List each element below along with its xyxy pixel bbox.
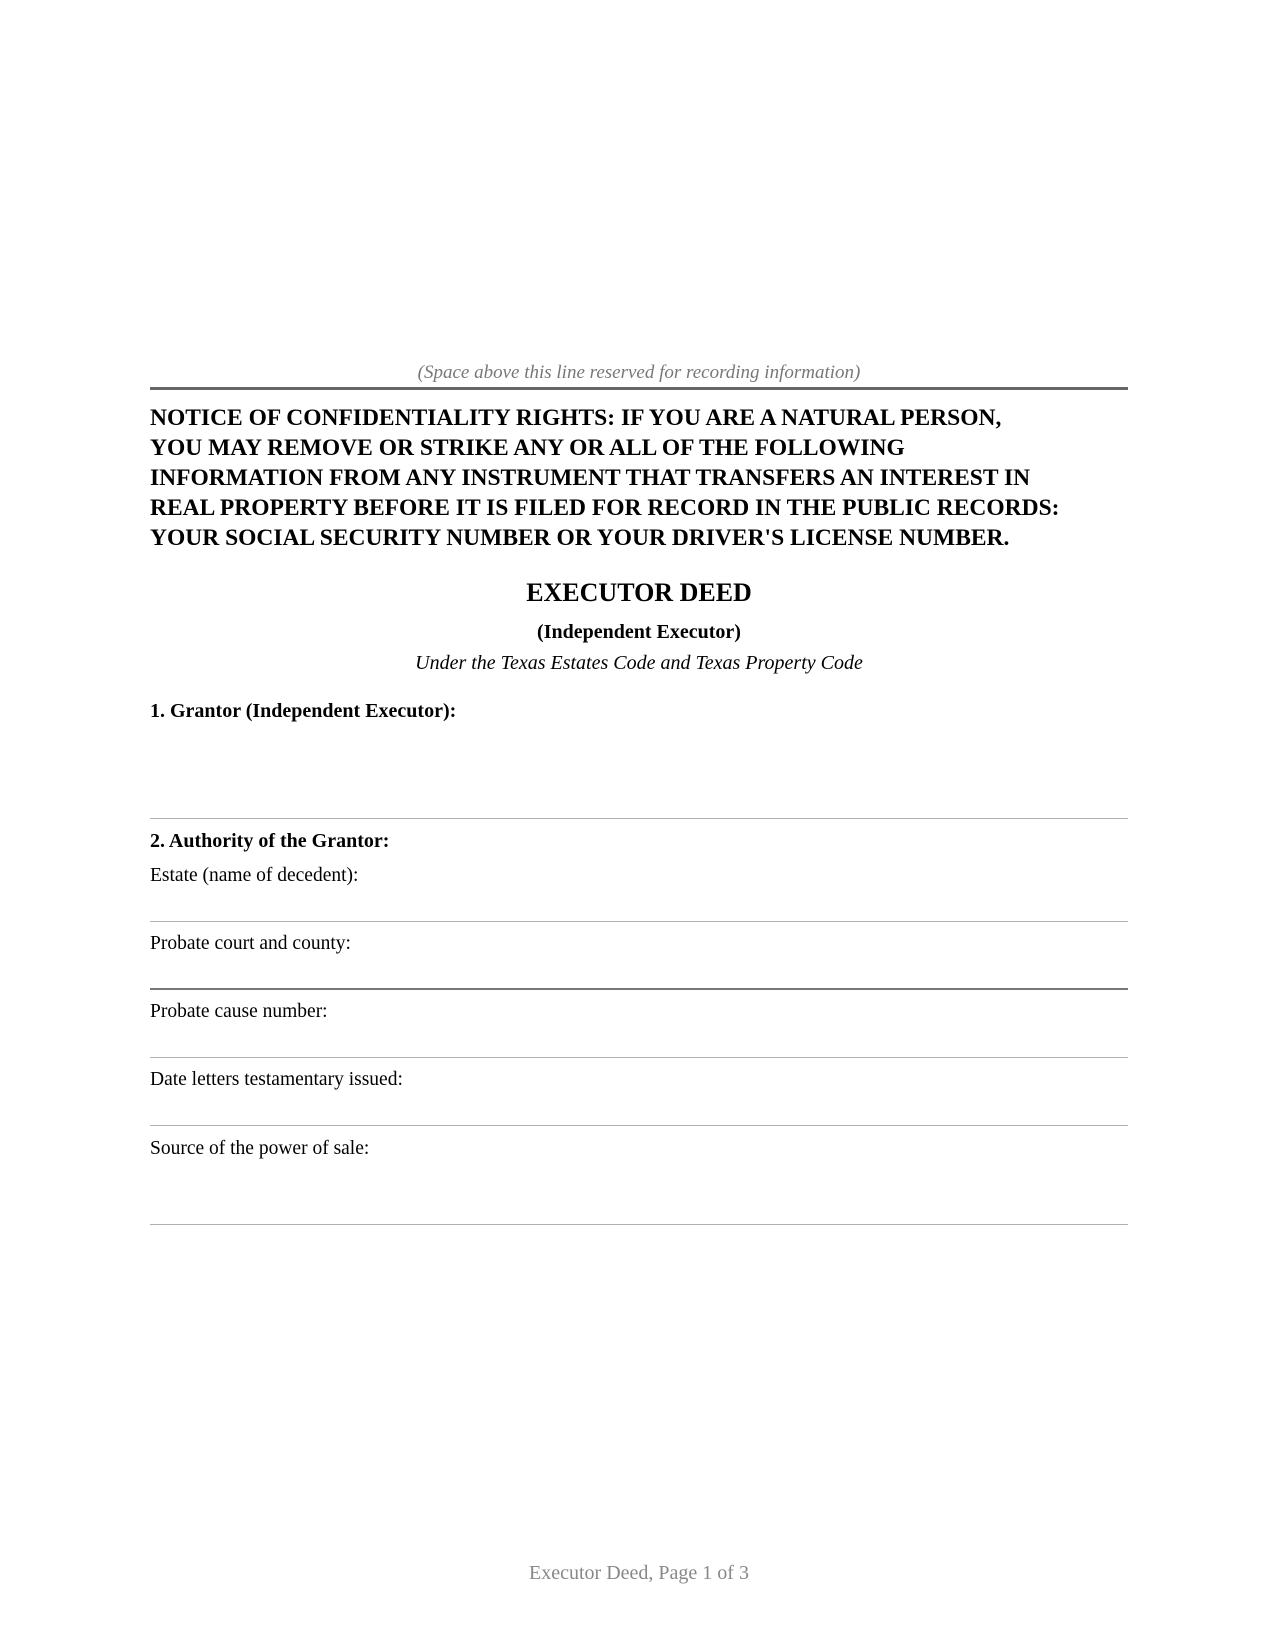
notice-line: YOU MAY REMOVE OR STRIKE ANY OR ALL OF THE FOLLOWING [150,435,905,461]
confidentiality-notice [150,403,1128,553]
probate-cause-label: Probate cause number: [150,1001,328,1022]
power-of-sale-label: Source of the power of sale: [150,1138,370,1159]
letters-date-entry-line[interactable] [150,1125,1128,1126]
recording-divider [150,387,1128,390]
power-of-sale-entry-line[interactable] [150,1224,1128,1225]
notice-line: YOUR SOCIAL SECURITY NUMBER OR YOUR DRIVER'S LICENSE NUMBER. [150,525,1010,551]
notice-line: REAL PROPERTY BEFORE IT IS FILED FOR RECORD IN THE PUBLIC RECORDS: [150,495,1060,521]
grantor-entry-line[interactable] [150,818,1128,819]
letters-date-label: Date letters testamentary issued: [150,1069,403,1090]
document-subtitle: (Independent Executor) [537,621,741,643]
estate-name-label: Estate (name of decedent): [150,865,359,886]
recording-space-note: (Space above this line reserved for recording information) [417,362,861,383]
estate-name-entry-line[interactable] [150,921,1128,922]
authority-heading: 2. Authority of the Grantor: [150,830,390,852]
probate-court-entry-line[interactable] [150,988,1128,990]
statutory-authority: Under the Texas Estates Code and Texas Property Code [415,652,863,674]
notice-line: INFORMATION FROM ANY INSTRUMENT THAT TRANSFERS AN INTEREST IN [150,465,1031,491]
document-page [150,0,1128,1650]
page-footer: Executor Deed, Page 1 of 3 [529,1562,749,1584]
document-title: EXECUTOR DEED [526,578,752,607]
probate-court-label: Probate court and county: [150,933,351,954]
notice-line: NOTICE OF CONFIDENTIALITY RIGHTS: IF YOU ARE A NATURAL PERSON, [150,405,1002,431]
grantor-heading: 1. Grantor (Independent Executor): [150,700,457,722]
probate-cause-entry-line[interactable] [150,1057,1128,1058]
